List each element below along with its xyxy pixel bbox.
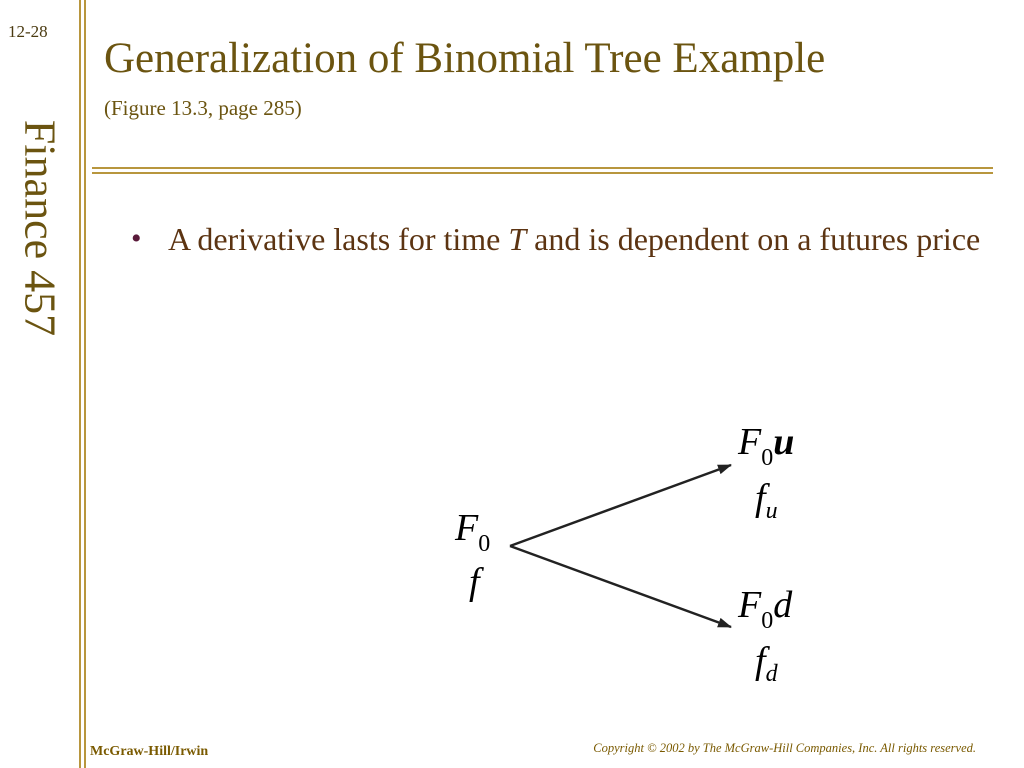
footer-copyright: Copyright © 2002 by The McGraw-Hill Companies, Inc. All rights reserved. xyxy=(593,741,976,755)
bullet-variable: T xyxy=(508,221,527,257)
bullet-text-start: A derivative lasts for time xyxy=(168,221,509,257)
root-price-label: $F_0$ xyxy=(455,507,491,557)
root-payoff-label: f xyxy=(469,561,480,603)
slide-subtitle: (Figure 13.3, page 285) xyxy=(104,96,302,120)
down-payoff-label: $f_d$ xyxy=(755,640,778,687)
slide-title: Generalization of Binomial Tree Example xyxy=(104,35,826,82)
bullet-text-end: and is dependent on a futures price xyxy=(526,221,981,257)
bullet-marker: • xyxy=(131,222,142,255)
footer-publisher: McGraw-Hill/Irwin xyxy=(90,744,209,759)
slide-number: 12-28 xyxy=(8,22,48,41)
up-branch-arrow xyxy=(510,465,731,546)
up-payoff-label: $f_u$ xyxy=(755,477,778,524)
down-branch-arrow xyxy=(510,546,731,627)
down-price-label: $F_0d$ xyxy=(738,584,793,634)
up-price-label: $F_0u$ xyxy=(738,421,795,471)
side-course-title: Finance 457 xyxy=(15,119,65,337)
